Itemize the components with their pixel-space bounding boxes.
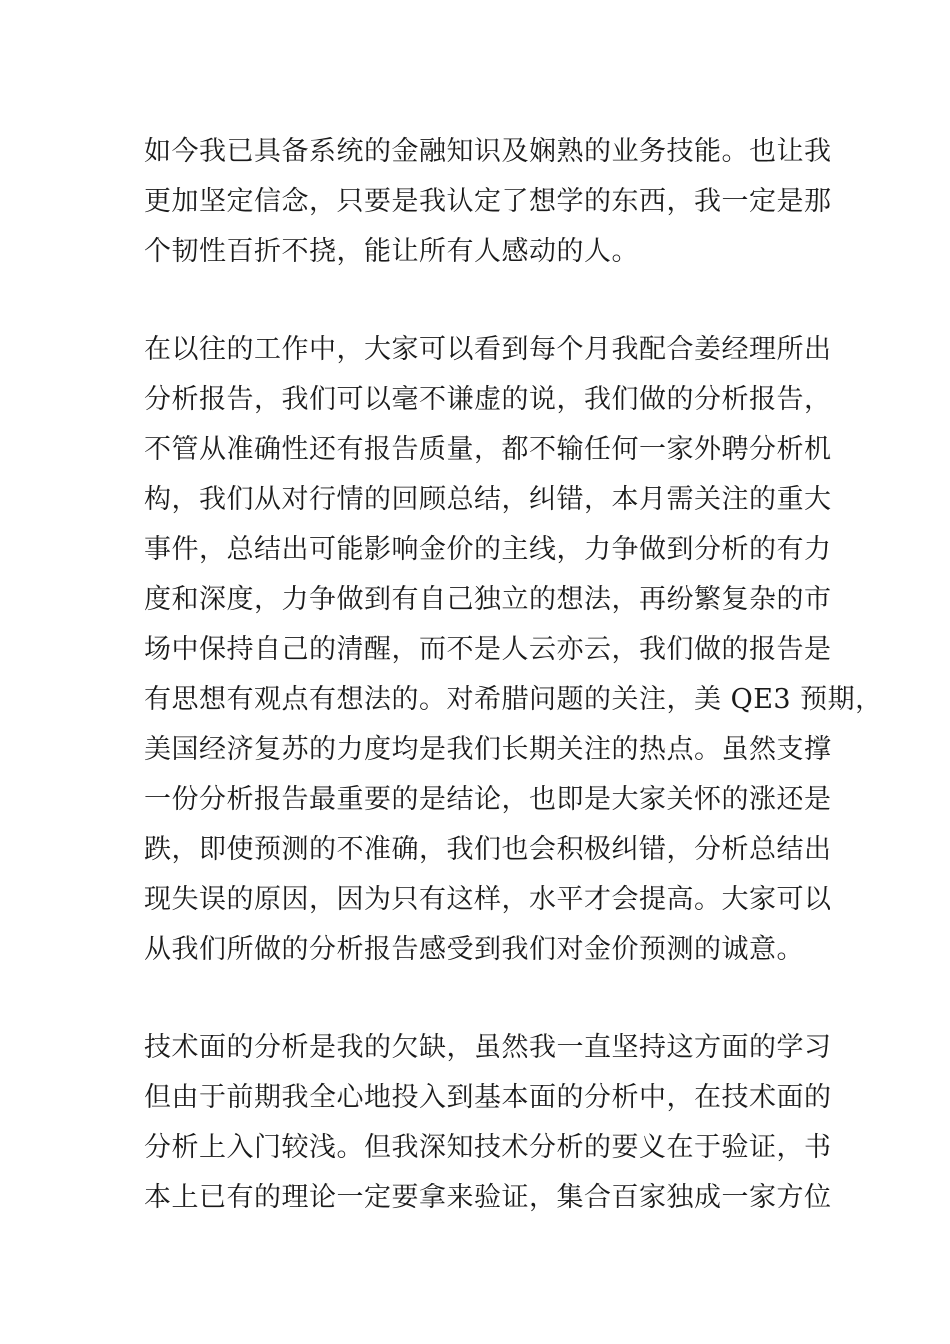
- text-line: 跌，即使预测的不准确，我们也会积极纠错，分析总结出: [144, 834, 832, 865]
- text-line: 一份分析报告最重要的是结论，也即是大家关怀的涨还是: [144, 784, 832, 815]
- text-line: 本上已有的理论一定要拿来验证，集合百家独成一家方位: [144, 1182, 832, 1213]
- text-line: 从我们所做的分析报告感受到我们对金价预测的诚意。: [144, 934, 804, 965]
- text-line: 更加坚定信念，只要是我认定了想学的东西，我一定是那: [144, 186, 832, 217]
- text-line: 分析报告，我们可以毫不谦虚的说，我们做的分析报告，: [144, 384, 832, 415]
- text-line: 度和深度，力争做到有自己独立的想法，再纷繁复杂的市: [144, 584, 832, 615]
- text-line: 个韧性百折不挠，能让所有人感动的人。: [144, 236, 639, 267]
- text-line: 如今我已具备系统的金融知识及娴熟的业务技能。也让我: [144, 136, 832, 167]
- text-line: 美国经济复苏的力度均是我们长期关注的热点。虽然支撑: [144, 734, 832, 765]
- text-line: 技术面的分析是我的欠缺，虽然我一直坚持这方面的学习: [144, 1032, 832, 1063]
- text-line: 现失误的原因，因为只有这样，水平才会提高。大家可以: [144, 884, 832, 915]
- text-line: 场中保持自己的清醒，而不是人云亦云，我们做的报告是: [144, 634, 832, 665]
- text-line: 有思想有观点有想法的。对希腊问题的关注，美 QE3 预期，: [144, 684, 883, 715]
- paragraph-1: [144, 127, 832, 277]
- paragraph-3: [144, 1023, 832, 1223]
- text-line: 不管从准确性还有报告质量，都不输任何一家外聘分析机: [144, 434, 832, 465]
- paragraph-2: [144, 325, 883, 975]
- text-line: 分析上入门较浅。但我深知技术分析的要义在于验证，书: [144, 1132, 832, 1163]
- text-line: 在以往的工作中，大家可以看到每个月我配合姜经理所出: [144, 334, 832, 365]
- text-line: 构，我们从对行情的回顾总结，纠错，本月需关注的重大: [144, 484, 832, 515]
- text-line: 事件，总结出可能影响金价的主线，力争做到分析的有力: [144, 534, 832, 565]
- text-line: 但由于前期我全心地投入到基本面的分析中，在技术面的: [144, 1082, 832, 1113]
